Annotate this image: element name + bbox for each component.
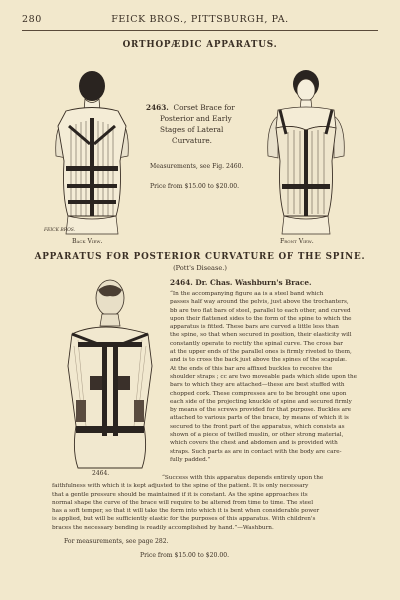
section-title-posterior-curvature: APPARATUS FOR POSTERIOR CURVATURE OF THE SPINE. [34,252,366,262]
figure-maker-mark: FEICK BROS. [44,228,76,233]
washburn-brace-illustration [52,276,172,472]
paragraph-1-line: straps. Such parts as are in contact with the body are care- [170,448,342,455]
paragraph-2-line: is applied, but will be sufficiently elastic for the purposes of this apparatus. With children's [52,516,316,523]
paragraph-1-line: “In the accompanying figure aa is a steel band which [170,291,324,297]
description-paragraph-2 [52,474,382,532]
paragraph-1-line: and is to cross the back just above the spines of the scapulæ. [170,357,347,364]
paragraph-1-line: bars to which they are attached—these are best stuffed with [170,382,345,389]
product-2464-title: 2464. Dr. Chas. Washburn's Brace. [170,278,312,287]
section-subtitle: (Pott's Disease.) [173,264,227,272]
paragraph-1-line: passes half way around the pelvis, just above the trochanters, [170,299,349,306]
description-paragraph-1 [170,290,382,464]
back-view-caption: Back View. [72,238,103,245]
paragraph-1-line: at the upper ends of the parallel ones is firmly riveted to them, [170,349,352,356]
paragraph-2-line: that a gentle pressure should be maintained if it is constant. As the spine approaches its [52,491,308,498]
running-header [22,14,378,28]
paragraph-1-line: fully padded.” [170,456,211,463]
paragraph-1-line: bb are two flat bars of steel, parallel to each other, and curved [170,307,351,314]
paragraph-1-line: chopped cork. These compresses are to be brought one upon [170,390,347,397]
paragraph-1-line: upon their flattened sides to the form of the spine to which the [170,315,352,322]
paragraph-2-line: has a soft temper, so that it will take the form into which it is bent when considerable power [52,508,320,515]
product-2464-price: Price from $15.00 to $20.00. [140,552,230,559]
product-number: 2463. [146,103,169,112]
product-2463-measurements: Measurements, see Fig. 2460. [150,163,244,170]
paragraph-2-line: “Success with this apparatus depends entirely upon the [162,475,324,481]
front-view-illustration [250,66,362,236]
paragraph-1-line: secured to the front part of the apparatus, which consists as [170,423,345,430]
paragraph-1-line: shown of a piece of twilled muslin, or other strong material, [170,432,344,439]
paragraph-1-line: At the ends of this bar are affixed buckles to receive the [170,365,333,372]
product-title-line3: Stages of Lateral [160,125,224,134]
paragraph-1-line: attached to various parts of the brace, by means of which it is [170,415,349,422]
paragraph-1-line: the spine, so that when secured in position, their elasticity will [170,332,352,339]
paragraph-1-line: shoulder straps ; cc are two moveable pads which slide upon the [170,373,357,380]
paragraph-1-line: apparatus is fitted. These bars are curved a little less than [170,324,339,331]
paragraph-2-line: braces the necessary bending is readily accomplished by hand.”—Washburn. [52,524,274,531]
back-view-illustration [36,66,148,236]
paragraph-1-line: constantly operate to rectify the spinal curve. The cross bar [170,340,343,347]
publisher-header: FEICK BROS., PITTSBURGH, PA. [111,14,289,25]
product-title-line1: Corset Brace for [173,103,235,112]
product-2463-block [146,102,266,146]
paragraph-2-line: normal shape the curve of the brace will require to be altered from time to time. The steel [52,499,314,506]
section-title-orthopaedic: ORTHOPÆDIC APPARATUS. [122,40,278,50]
header-rule [22,30,378,31]
figure-2464-label: 2464. [92,470,110,477]
paragraph-1-line: each side of the projecting knuckle of spine and secured firmly [170,398,352,405]
paragraph-1-line: which covers the chest and abdomen and is provided with [170,440,338,447]
front-view-caption: Front View. [280,238,314,245]
product-2463-price: Price from $15.00 to $20.00. [150,183,240,190]
product-title-line4: Curvature. [172,136,213,145]
page-number: 280 [22,14,42,25]
product-2464-measurements: For measurements, see page 282. [64,538,169,545]
paragraph-2-line: faithfulness with which it is kept adjusted to the spine of the patient. It is only necessary [52,483,309,490]
product-title-line2: Posterior and Early [160,114,232,123]
paragraph-1-line: by means of the screws provided for that purpose. Buckles are [170,407,352,414]
